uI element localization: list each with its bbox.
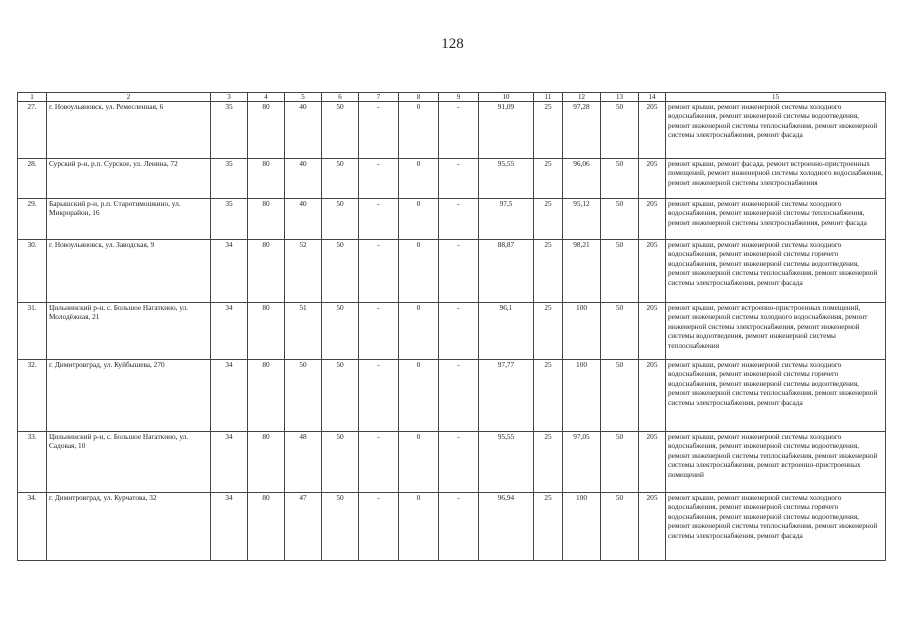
- column-number-row: [18, 93, 886, 102]
- cell-repair-works: ремонт крыши, ремонт инженерной системы холодного водоснабжения, ремонт инженерной системы горячего водоснабжения, ремонт инженерной системы водоотведения, ремонт инженерной системы теплоснабжения, ремонт инженерной системы электроснабжения, ремонт фасада: [666, 240, 886, 303]
- cell-col-9: -: [439, 199, 479, 240]
- cell-col-6: 50: [322, 432, 359, 493]
- cell-col-8: 0: [399, 303, 439, 360]
- column-number-11: 11: [534, 93, 563, 102]
- column-number-10: 10: [479, 93, 534, 102]
- cell-col-5: 40: [285, 199, 322, 240]
- cell-col-11: 25: [534, 159, 563, 199]
- cell-col-3: 34: [211, 493, 248, 561]
- cell-col-9: -: [439, 303, 479, 360]
- column-number-7: 7: [359, 93, 399, 102]
- cell-col-12: 96,06: [563, 159, 601, 199]
- cell-col-13: 50: [601, 360, 639, 432]
- cell-col-9: -: [439, 159, 479, 199]
- column-number-13: 13: [601, 93, 639, 102]
- cell-col-14: 205: [639, 360, 666, 432]
- column-number-1: 1: [18, 93, 47, 102]
- cell-col-8: 0: [399, 240, 439, 303]
- cell-col-14: 205: [639, 493, 666, 561]
- cell-col-9: -: [439, 432, 479, 493]
- column-number-5: 5: [285, 93, 322, 102]
- cell-col-3: 34: [211, 360, 248, 432]
- cell-repair-works: ремонт крыши, ремонт инженерной системы холодного водоснабжения, ремонт инженерной системы водоотведения, ремонт инженерной системы теплоснабжения, ремонт инженерной системы электроснабжения, ремонт фасада: [666, 102, 886, 159]
- cell-address: г. Новоульяновск, ул. Заводская, 9: [47, 240, 211, 303]
- cell-col-7: -: [359, 199, 399, 240]
- cell-col-5: 48: [285, 432, 322, 493]
- cell-row-number: 27.: [18, 102, 47, 159]
- cell-repair-works: ремонт крыши, ремонт встроенно-пристроенных помещений, ремонт инженерной системы холодного водоснабжения, ремонт инженерной системы электроснабжения, ремонт инженерной системы водоотведения, ремонт инженерной системы теплоснабжения: [666, 303, 886, 360]
- cell-col-14: 205: [639, 432, 666, 493]
- cell-col-10: 97,77: [479, 360, 534, 432]
- column-number-3: 3: [211, 93, 248, 102]
- cell-col-14: 205: [639, 102, 666, 159]
- cell-row-number: 31.: [18, 303, 47, 360]
- cell-col-7: -: [359, 240, 399, 303]
- cell-col-3: 35: [211, 159, 248, 199]
- cell-row-number: 30.: [18, 240, 47, 303]
- cell-col-12: 100: [563, 360, 601, 432]
- cell-col-7: -: [359, 102, 399, 159]
- page-number: 128: [441, 36, 464, 52]
- table-row: [18, 303, 886, 360]
- column-number-4: 4: [248, 93, 285, 102]
- cell-row-number: 29.: [18, 199, 47, 240]
- cell-row-number: 28.: [18, 159, 47, 199]
- cell-col-8: 0: [399, 102, 439, 159]
- cell-address: г. Новоульяновск, ул. Ремесленная, 6: [47, 102, 211, 159]
- cell-col-8: 0: [399, 432, 439, 493]
- cell-col-8: 0: [399, 199, 439, 240]
- cell-col-5: 40: [285, 102, 322, 159]
- cell-col-12: 100: [563, 493, 601, 561]
- cell-col-11: 25: [534, 102, 563, 159]
- table-row: [18, 432, 886, 493]
- cell-col-10: 95,55: [479, 159, 534, 199]
- table-row: [18, 199, 886, 240]
- cell-col-13: 50: [601, 199, 639, 240]
- cell-col-10: 95,55: [479, 432, 534, 493]
- cell-col-11: 25: [534, 240, 563, 303]
- cell-col-9: -: [439, 102, 479, 159]
- cell-col-7: -: [359, 303, 399, 360]
- cell-col-9: -: [439, 240, 479, 303]
- cell-col-7: -: [359, 159, 399, 199]
- cell-repair-works: ремонт крыши, ремонт инженерной системы холодного водоснабжения, ремонт инженерной системы горячего водоснабжения, ремонт инженерной системы водоотведения, ремонт инженерной системы теплоснабжения, ремонт инженерной системы электроснабжения, ремонт фасада: [666, 493, 886, 561]
- cell-col-7: -: [359, 432, 399, 493]
- table-row: [18, 102, 886, 159]
- cell-col-10: 91,09: [479, 102, 534, 159]
- column-number-6: 6: [322, 93, 359, 102]
- table-row: [18, 159, 886, 199]
- cell-col-14: 205: [639, 159, 666, 199]
- cell-col-6: 50: [322, 240, 359, 303]
- cell-col-10: 88,87: [479, 240, 534, 303]
- cell-col-3: 34: [211, 432, 248, 493]
- cell-address: Цильнинский р-н, с. Большое Нагаткино, ул. Молодёжная, 21: [47, 303, 211, 360]
- cell-col-4: 80: [248, 360, 285, 432]
- table-row: [18, 360, 886, 432]
- cell-repair-works: ремонт крыши, ремонт инженерной системы холодного водоснабжения, ремонт инженерной системы теплоснабжения, ремонт инженерной системы электроснабжения, ремонт фасада: [666, 199, 886, 240]
- cell-col-10: 96,1: [479, 303, 534, 360]
- cell-col-12: 97,28: [563, 102, 601, 159]
- cell-col-11: 25: [534, 360, 563, 432]
- cell-col-6: 50: [322, 199, 359, 240]
- cell-col-5: 47: [285, 493, 322, 561]
- cell-col-14: 205: [639, 199, 666, 240]
- cell-col-12: 98,21: [563, 240, 601, 303]
- cell-row-number: 32.: [18, 360, 47, 432]
- cell-col-12: 97,05: [563, 432, 601, 493]
- cell-col-10: 96,94: [479, 493, 534, 561]
- table-row: [18, 493, 886, 561]
- cell-col-4: 80: [248, 102, 285, 159]
- housing-repair-table: [17, 92, 886, 561]
- cell-col-9: -: [439, 360, 479, 432]
- cell-address: Барышский р-н, р.п. Старотимошкино, ул. Микрорайон, 16: [47, 199, 211, 240]
- cell-col-14: 205: [639, 303, 666, 360]
- cell-col-4: 80: [248, 493, 285, 561]
- cell-col-14: 205: [639, 240, 666, 303]
- cell-col-11: 25: [534, 303, 563, 360]
- cell-col-5: 40: [285, 159, 322, 199]
- cell-col-5: 52: [285, 240, 322, 303]
- cell-row-number: 33.: [18, 432, 47, 493]
- cell-col-13: 50: [601, 493, 639, 561]
- cell-col-4: 80: [248, 199, 285, 240]
- cell-col-11: 25: [534, 432, 563, 493]
- cell-col-4: 80: [248, 303, 285, 360]
- cell-col-5: 51: [285, 303, 322, 360]
- cell-col-9: -: [439, 493, 479, 561]
- cell-col-6: 50: [322, 303, 359, 360]
- cell-col-12: 95,12: [563, 199, 601, 240]
- cell-col-11: 25: [534, 199, 563, 240]
- cell-repair-works: ремонт крыши, ремонт инженерной системы холодного водоснабжения, ремонт инженерной системы водоотведения, ремонт инженерной системы теплоснабжения, ремонт инженерной системы электроснабжения, ремонт встроенно-пристроенных помещений: [666, 432, 886, 493]
- cell-col-8: 0: [399, 159, 439, 199]
- cell-col-10: 97,5: [479, 199, 534, 240]
- cell-col-13: 50: [601, 102, 639, 159]
- cell-col-11: 25: [534, 493, 563, 561]
- cell-col-5: 50: [285, 360, 322, 432]
- column-number-15: 15: [666, 93, 886, 102]
- cell-col-4: 80: [248, 432, 285, 493]
- column-number-2: 2: [47, 93, 211, 102]
- cell-address: г. Димитровград, ул. Куйбышева, 270: [47, 360, 211, 432]
- cell-address: Цильнинский р-н, с. Большое Нагаткино, ул. Садовая, 10: [47, 432, 211, 493]
- cell-col-6: 50: [322, 493, 359, 561]
- cell-col-7: -: [359, 360, 399, 432]
- column-number-9: 9: [439, 93, 479, 102]
- cell-col-4: 80: [248, 240, 285, 303]
- cell-col-13: 50: [601, 159, 639, 199]
- cell-col-3: 35: [211, 102, 248, 159]
- cell-col-13: 50: [601, 240, 639, 303]
- cell-col-6: 50: [322, 102, 359, 159]
- cell-col-6: 50: [322, 360, 359, 432]
- cell-col-3: 34: [211, 303, 248, 360]
- column-number-12: 12: [563, 93, 601, 102]
- cell-col-13: 50: [601, 303, 639, 360]
- cell-col-6: 50: [322, 159, 359, 199]
- cell-col-7: -: [359, 493, 399, 561]
- cell-repair-works: ремонт крыши, ремонт инженерной системы холодного водоснабжения, ремонт инженерной системы горячего водоснабжения, ремонт инженерной системы водоотведения, ремонт инженерной системы теплоснабжения, ремонт инженерной системы электроснабжения, ремонт фасада: [666, 360, 886, 432]
- cell-col-12: 100: [563, 303, 601, 360]
- cell-repair-works: ремонт крыши, ремонт фасада, ремонт встроенно-пристроенных помещений, ремонт инженерной системы холодного водоснабжения, ремонт инженерной системы электроснабжения: [666, 159, 886, 199]
- cell-col-13: 50: [601, 432, 639, 493]
- cell-col-8: 0: [399, 493, 439, 561]
- cell-col-3: 34: [211, 240, 248, 303]
- cell-row-number: 34.: [18, 493, 47, 561]
- column-number-8: 8: [399, 93, 439, 102]
- cell-address: г. Димитровград, ул. Курчатова, 32: [47, 493, 211, 561]
- table-row: [18, 240, 886, 303]
- cell-address: Сурский р-н, р.п. Сурское, ул. Ленина, 72: [47, 159, 211, 199]
- cell-col-3: 35: [211, 199, 248, 240]
- cell-col-4: 80: [248, 159, 285, 199]
- column-number-14: 14: [639, 93, 666, 102]
- cell-col-8: 0: [399, 360, 439, 432]
